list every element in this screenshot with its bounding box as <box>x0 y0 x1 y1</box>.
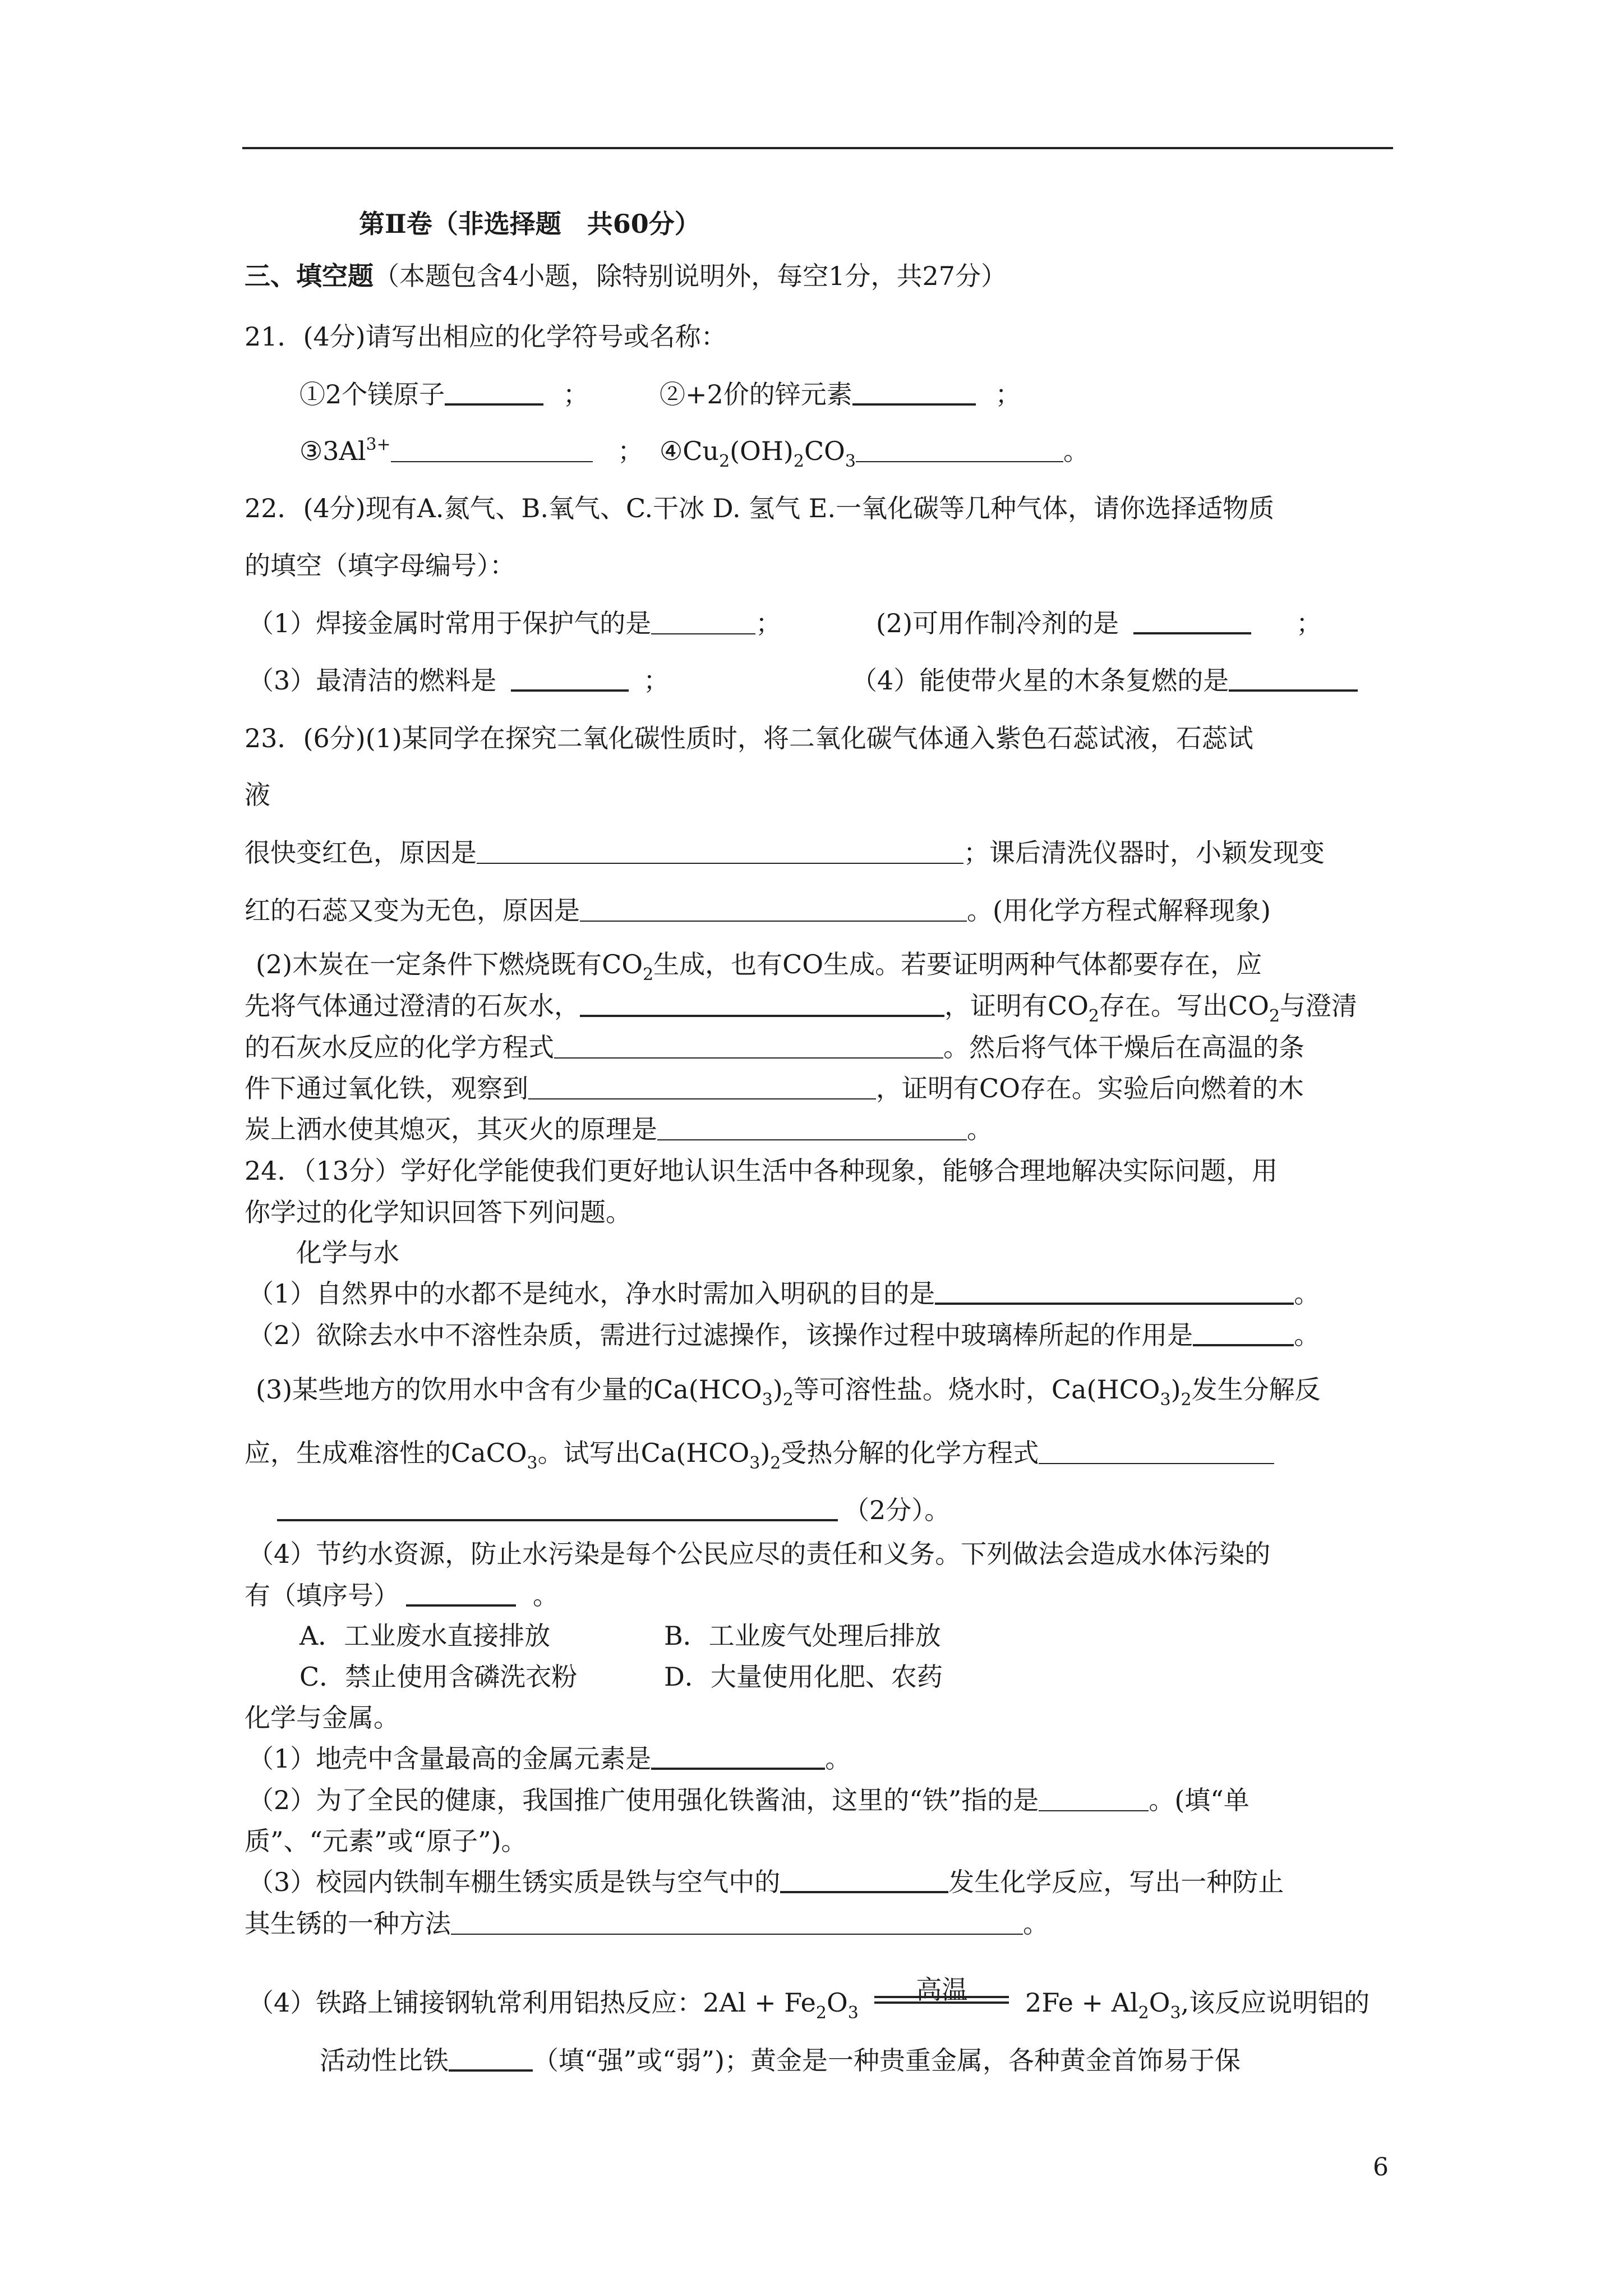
q24-line-1: 24．（13分）学好化学能使我们更好地认识生活中各种现象，能够合理地解决实际问题，用 <box>245 1156 1278 1186</box>
answer-blank[interactable] <box>1193 1343 1294 1346</box>
q23-line-2: 液 <box>245 780 270 810</box>
page-number: 6 <box>1373 2153 1389 2182</box>
q23-line-1: 23．(6分)(1)某同学在探究二氧化碳性质时，将二氧化碳气体通入紫色石蕊试液，石蕊试 <box>245 723 1253 753</box>
part-heading-label: 三、填空题 <box>245 261 374 291</box>
answer-blank[interactable] <box>1133 632 1251 634</box>
answer-blank[interactable] <box>852 403 976 406</box>
metal-q4-cont: 活动性比铁 （填“强”或“弱”)；黄金是一种贵重金属，各种黄金首饰易于保 <box>320 2045 1241 2076</box>
q21-line-1: ①2个镁原子 ； <box>299 379 589 409</box>
answer-blank[interactable] <box>935 1302 1294 1305</box>
metal-q3-cont: 其生锈的一种方法 。 <box>245 1908 1049 1939</box>
answer-blank[interactable] <box>1229 689 1358 692</box>
q22-part-2: (2)可用作制冷剂的是 ； <box>876 608 1322 638</box>
q21-line-2: $③3Al^{3+}$ ； <box>299 435 644 466</box>
answer-blank[interactable] <box>406 1604 516 1607</box>
answer-blank[interactable] <box>451 1933 1023 1935</box>
water-q3-cont: 应，生成难溶性的CaCO$_3$。试写出$Ca(HCO_3)_2$受热分解的化学方程式 <box>245 1438 1274 1469</box>
q23-line-8: 件下通过氧化铁，观察到 ，证明有CO存在。实验后向燃着的木 <box>245 1073 1304 1103</box>
water-q4: （4）节约水资源，防止水污染是每个公民应尽的责任和义务。下列做法会造成水体污染的 <box>248 1539 1271 1569</box>
q23-line-5: (2)木炭在一定条件下燃烧既有$CO_2$生成，也有CO生成。若要证明两种气体都要存在，应 <box>256 949 1262 984</box>
answer-blank[interactable] <box>477 862 963 864</box>
q23-line-4: 红的石蕊又变为无色，原因是 。(用化学方程式解释现象) <box>245 895 1271 926</box>
answer-blank[interactable] <box>580 920 967 922</box>
answer-blank[interactable] <box>657 1139 967 1140</box>
water-q4-cont: 有（填序号） 。 <box>245 1580 559 1611</box>
q22-stem: 22．(4分)现有A.氮气、B.氧气、C.干冰 D. 氢气 E.一氧化碳等几种气体，请你选择适物质 <box>245 493 1275 523</box>
answer-blank[interactable] <box>651 1767 825 1770</box>
metal-q3: （3）校园内铁制车棚生锈实质是铁与空气中的 发生化学反应，写出一种防止 <box>248 1867 1284 1897</box>
q24-line-2: 你学过的化学知识回答下列问题。 <box>245 1197 631 1227</box>
answer-blank[interactable] <box>449 2069 533 2072</box>
metal-section-title: 化学与金属。 <box>245 1703 399 1733</box>
answer-blank[interactable] <box>580 1014 944 1017</box>
q23-line-6: 先将气体通过澄清的石灰水， ，证明有$CO_2$存在。写出$CO_2$与澄清 <box>245 991 1358 1026</box>
answer-blank[interactable] <box>511 689 629 692</box>
answer-blank[interactable] <box>528 1098 876 1099</box>
part-heading <box>245 261 1007 292</box>
metal-q2-cont: 质”、“元素”或“原子”)。 <box>245 1826 527 1856</box>
q21-item-c: ③3Al <box>299 436 366 466</box>
metal-q4: （4）铁路上铺接钢轨常利用铝热反应：$2Al + Fe_2O_3$ 高温 $2Fe + Al_2O_3$,该反应说明铝的 <box>248 1975 1370 2023</box>
part-heading-note: （本题包含4小题，除特别说明外，每空1分，共27分） <box>374 261 1007 291</box>
q22-part-3: （3）最清洁的燃料是 ； <box>248 665 670 696</box>
option-d[interactable]: D．大量使用化肥、农药 <box>664 1662 943 1692</box>
metal-q2: （2）为了全民的健康，我国推广使用强化铁酱油，这里的“铁”指的是 。(填“单 <box>248 1785 1249 1815</box>
answer-blank[interactable] <box>856 461 1063 462</box>
option-a[interactable]: A．工业废水直接排放 <box>299 1621 551 1651</box>
option-c[interactable]: C．禁止使用含磷洗衣粉 <box>299 1662 578 1692</box>
answer-blank[interactable] <box>1039 1462 1274 1464</box>
option-b[interactable]: B．工业废气处理后排放 <box>664 1621 941 1651</box>
q21-item-a: ①2个镁原子 <box>299 379 445 409</box>
water-q3-answer: （2分）。 <box>277 1495 950 1526</box>
q21-stem: 21．(4分)请写出相应的化学符号或名称： <box>245 321 727 352</box>
q23-line-3: 很快变红色，原因是 ；课后清洗仪器时，小颖发现变 <box>245 838 1325 868</box>
answer-blank[interactable] <box>780 1890 948 1893</box>
q22-part-1: （1）焊接金属时常用于保护气的是 ； <box>248 608 782 638</box>
reaction-arrow <box>874 1975 1009 2012</box>
water-section-title: 化学与水 <box>296 1237 399 1268</box>
water-q1: （1）自然界中的水都不是纯水，净水时需加入明矾的目的是 。 <box>248 1278 1320 1309</box>
answer-blank[interactable] <box>277 1519 838 1521</box>
q21-item-b: ②+2价的锌元素 <box>660 379 852 409</box>
answer-blank[interactable] <box>445 403 543 406</box>
q22-stem-2: 的填空（填字母编号）： <box>245 550 515 581</box>
header-rule <box>242 147 1393 149</box>
q22-part-4: （4）能使带火星的木条复燃的是 <box>851 665 1358 696</box>
metal-q1: （1）地壳中含量最高的金属元素是 。 <box>248 1743 851 1774</box>
water-q3: (3)某些地方的饮用水中含有少量的$Ca(HCO_3)_2$等可溶性盐。烧水时，$Ca(HCO_3)_2$发生分解反 <box>256 1374 1321 1410</box>
water-q2: （2）欲除去水中不溶性杂质，需进行过滤操作，该操作过程中玻璃棒所起的作用是 。 <box>248 1320 1320 1350</box>
q23-line-7: 的石灰水反应的化学方程式 。然后将气体干燥后在高温的条 <box>245 1032 1304 1062</box>
q21-item-d: ④Cu <box>660 436 720 466</box>
q21-line-1b: ②+2价的锌元素 ； <box>660 379 1021 409</box>
answer-blank[interactable] <box>1039 1810 1149 1811</box>
q21-line-2b: $④Cu_2(OH)_2CO_3$ 。 <box>660 436 1089 471</box>
q23-line-9: 炭上洒水使其熄灭，其灭火的原理是 。 <box>245 1114 993 1144</box>
answer-blank[interactable] <box>391 461 593 462</box>
equals-sign-icon <box>874 1996 1009 2004</box>
answer-blank[interactable] <box>651 633 755 634</box>
section-title: 第Ⅱ卷（非选择题 共60分） <box>359 209 700 239</box>
reaction-condition: 高温 <box>916 1975 968 2005</box>
answer-blank[interactable] <box>554 1057 943 1059</box>
